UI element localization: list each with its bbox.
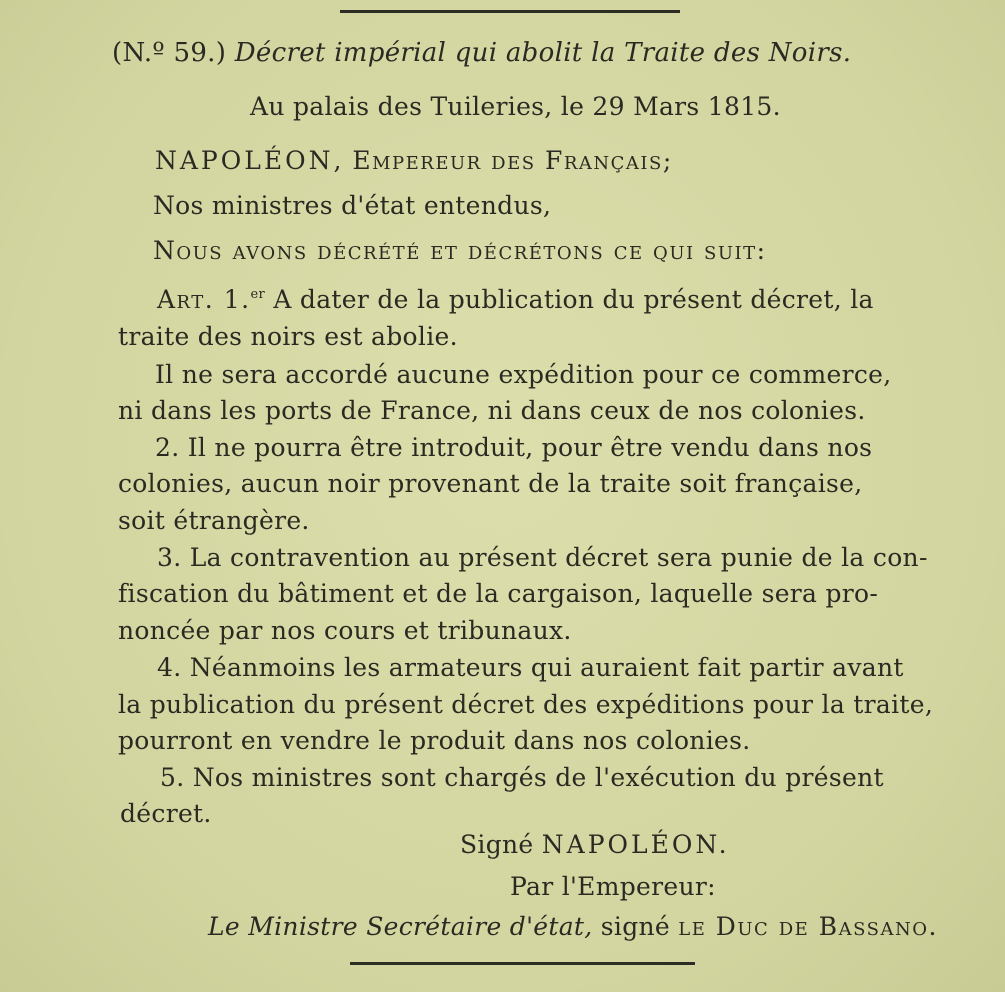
article-5-line-1: 5. Nos ministres sont chargés de l'exécution du présent	[160, 763, 884, 792]
article-3-line-3: noncée par nos cours et tribunaux.	[118, 616, 572, 645]
minister-title: Le Ministre Secrétaire d'état,	[208, 912, 593, 941]
article-5-line-2: décret.	[120, 799, 212, 828]
signature-name: NAPOLÉON.	[541, 830, 730, 859]
article-1-line-2: traite des noirs est abolie.	[118, 322, 458, 351]
top-rule	[340, 10, 680, 13]
article-1b-line-2: ni dans les ports de France, ni dans ceux de nos colonies.	[118, 396, 866, 425]
article-1-text: A dater de la publication du présent décret, la	[273, 285, 874, 314]
sovereign-line	[155, 146, 673, 175]
signature-line	[460, 830, 730, 859]
decree-number: (N.º 59.)	[112, 38, 227, 68]
signed-label-2: signé	[600, 912, 671, 941]
countersignature-line	[208, 912, 938, 941]
decree-title: Décret impérial qui abolit la Traite des Noirs.	[234, 38, 852, 68]
article-1-label: Art. 1.	[157, 285, 251, 314]
sovereign-name: NAPOLÉON	[155, 146, 334, 175]
bottom-rule	[350, 962, 695, 965]
signed-label: Signé	[460, 830, 534, 859]
article-3-line-2: fiscation du bâtiment et de la cargaison, laquelle sera pro-	[118, 579, 879, 608]
article-1-line-1	[157, 285, 874, 314]
article-2-line-1: 2. Il ne pourra être introduit, pour être vendu dans nos	[155, 433, 873, 462]
place-date: Au palais des Tuileries, le 29 Mars 1815.	[250, 92, 781, 121]
sovereign-title: , Empereur des Français;	[333, 146, 673, 175]
decree-formula: Nous avons décrété et décrétons ce qui suit:	[153, 236, 767, 265]
article-4-line-1: 4. Néanmoins les armateurs qui auraient fait partir avant	[157, 653, 904, 682]
ministers-line: Nos ministres d'état entendus,	[153, 191, 552, 220]
article-1b-line-1: Il ne sera accordé aucune expédition pour ce commerce,	[155, 360, 892, 389]
article-1-sup: er	[250, 287, 266, 302]
by-emperor: Par l'Empereur:	[510, 872, 716, 901]
article-2-line-3: soit étrangère.	[118, 506, 310, 535]
article-2-line-2: colonies, aucun noir provenant de la traite soit française,	[118, 469, 863, 498]
duke-name: le Duc de Bassano.	[678, 912, 938, 941]
article-3-line-1: 3. La contravention au présent décret sera punie de la con-	[157, 543, 928, 572]
article-4-line-3: pourront en vendre le produit dans nos colonies.	[118, 726, 751, 755]
decree-heading	[112, 38, 851, 68]
article-4-line-2: la publication du présent décret des expéditions pour la traite,	[118, 690, 934, 719]
